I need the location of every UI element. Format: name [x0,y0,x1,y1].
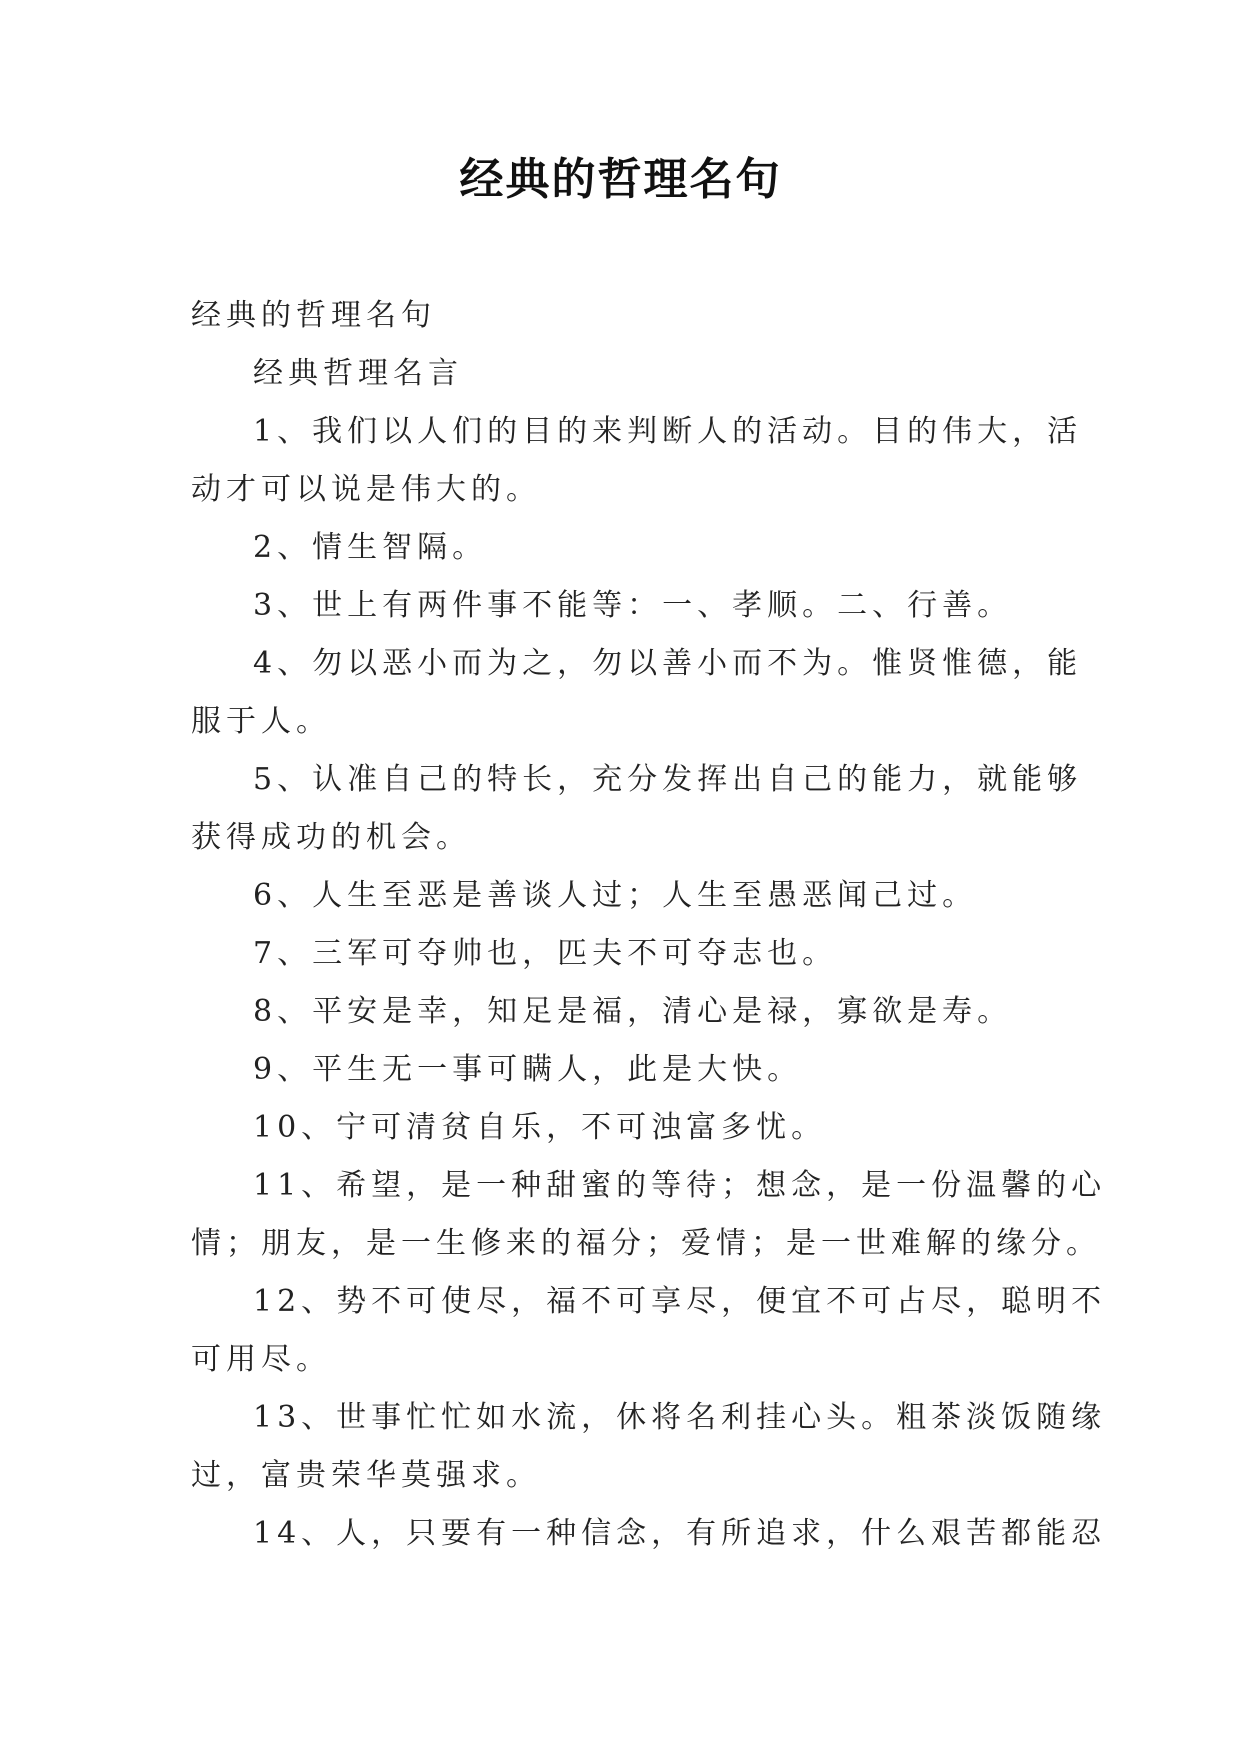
text-line: 7、三军可夺帅也，匹夫不可夺志也。 [253,936,838,971]
text-line: 过，富贵荣华莫强求。 [191,1458,541,1493]
document-body [191,287,1107,1563]
text-line: 10、宁可清贫自乐，不可浊富多忧。 [253,1110,827,1145]
page-title: 经典的哲理名句 [459,154,782,205]
text-line: 8、平安是幸，知足是福，清心是禄，寡欲是寿。 [253,994,1013,1029]
text-line: 情；朋友，是一生修来的福分；爱情；是一世难解的缘分。 [191,1226,1101,1261]
text-line: 14、人，只要有一种信念，有所追求，什么艰苦都能忍 [253,1516,1107,1551]
text-line: 2、情生智隔。 [253,530,488,565]
text-line: 服于人。 [191,704,331,739]
text-line: 11、希望，是一种甜蜜的等待；想念，是一份温馨的心 [253,1168,1107,1203]
text-line: 经典的哲理名句 [191,298,436,333]
text-line: 3、世上有两件事不能等：一、孝顺。二、行善。 [253,588,1013,623]
text-line: 4、勿以恶小而为之，勿以善小而不为。惟贤惟德，能 [253,646,1083,681]
text-line: 13、世事忙忙如水流，休将名利挂心头。粗茶淡饭随缘 [253,1400,1107,1435]
text-line: 9、平生无一事可瞒人，此是大快。 [253,1052,803,1087]
text-line: 6、人生至恶是善谈人过；人生至愚恶闻己过。 [253,878,978,913]
text-line: 经典哲理名言 [253,356,463,391]
text-line: 动才可以说是伟大的。 [191,472,541,507]
text-line: 获得成功的机会。 [191,820,471,855]
text-line: 5、认准自己的特长，充分发挥出自己的能力，就能够 [253,762,1083,797]
text-line: 12、势不可使尽，福不可享尽，便宜不可占尽，聪明不 [253,1284,1107,1319]
text-line: 1、我们以人们的目的来判断人的活动。目的伟大，活 [253,414,1083,449]
text-line: 可用尽。 [191,1342,331,1377]
